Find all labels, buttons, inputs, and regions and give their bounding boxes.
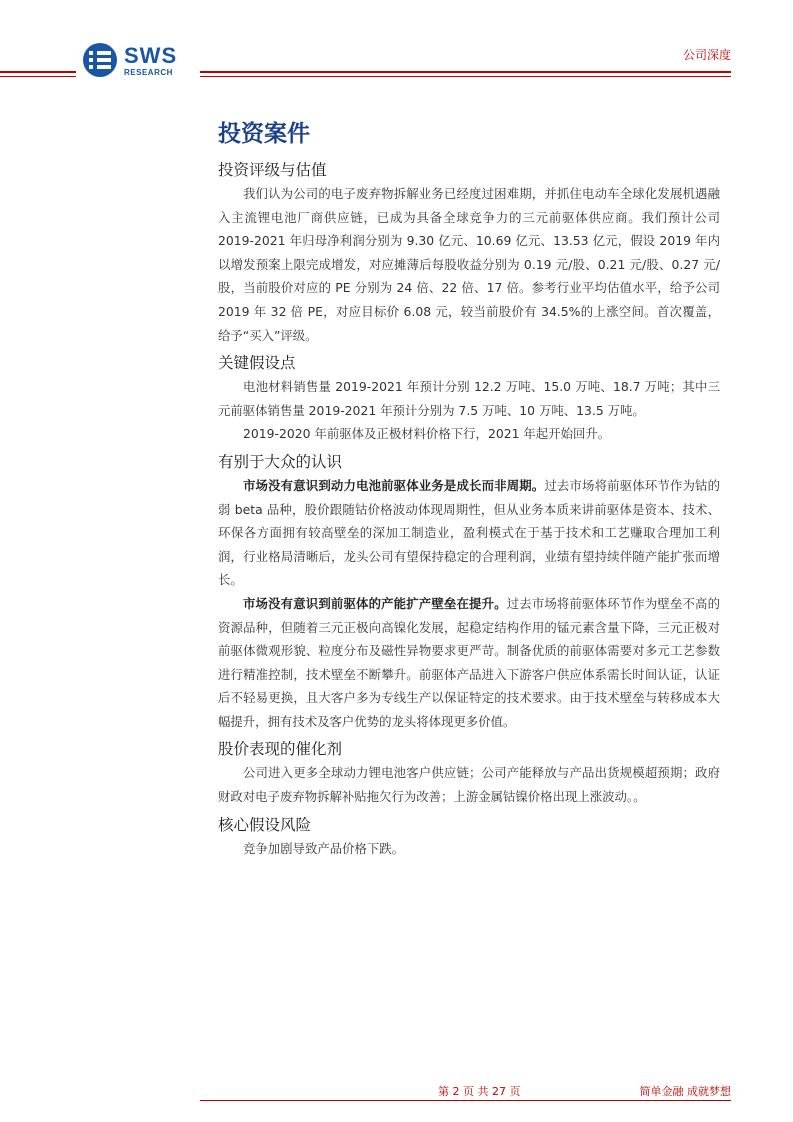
sws-logo [82, 42, 192, 82]
logo-subtext: RESEARCH [124, 68, 173, 77]
header-rule-right [200, 71, 731, 73]
sws-logo-mark-icon [82, 42, 118, 78]
paragraph-text: 竞争加剧导致产品价格下跌。 [243, 840, 405, 856]
body-paragraph [218, 375, 720, 422]
paragraph-text: 过去市场将前驱体环节作为壁垒不高的资源品种，但随着三元正极向高镍化发展，起稳定结构作用的锰元素含量下降，三元正极对前驱体微观形貌、粒度分布及磁性异物要求更严苛。制备优质的前驱体需要对多元工艺参数进行精准控制，技术壁垒不断攀升。前驱体产品进入下游客户供应体系需长时间认证，认证后不轻易更换，且大客户多为专线生产以保证特定的技术要求。由于技术壁垒与转移成本大幅提升，拥有技术及客户优势的龙头将体现更多价值。 [218, 595, 721, 729]
paragraph-text: 过去市场将前驱体环节作为钴的弱 beta 品种，股价跟随钴价格波动体现周期性，但从业务本质来讲前驱体是资本、技术、环保各方面拥有较高壁垒的深加工制造业，盈利模式在于基于技术和工艺赚取合理加工利润，行业格局清晰后，龙头公司有望保持稳定的合理利润，业绩有望持续伴随产能扩张而增长。 [218, 477, 721, 588]
section-tag: 公司深度 [682, 48, 731, 62]
footer-slogan: 简单金融 成就梦想 [639, 1085, 731, 1098]
body-paragraph [218, 474, 720, 592]
header-rule-left [0, 71, 76, 73]
section-heading: 关键假设点 [218, 354, 296, 373]
page-number: 第 2 页 共 27 页 [438, 1085, 521, 1098]
paragraph-text: 电池材料销售量 2019-2021 年预计分别 12.2 万吨、15.0 万吨、18.7 万吨；其中三元前驱体销售量 2019-2021 年预计分别为 7.5 万吨、10 万吨、13.5 万吨。 [218, 379, 720, 418]
report-body [218, 118, 720, 860]
body-paragraph [218, 422, 720, 446]
header-rule-left-thin [0, 76, 76, 77]
footer-rule [200, 1100, 731, 1101]
section-heading: 核心假设风险 [218, 815, 312, 834]
page-title: 投资案件 [218, 121, 310, 147]
body-paragraph [218, 592, 720, 734]
section-heading: 股价表现的催化剂 [218, 740, 343, 759]
section-heading: 投资评级与估值 [218, 161, 327, 179]
body-paragraph [218, 837, 720, 861]
paragraph-text: 2019-2020 年前驱体及正极材料价格下行，2021 年起开始回升。 [243, 426, 611, 442]
paragraph-text: 我们认为公司的电子废弃物拆解业务已经度过困难期，并抓住电动车全球化发展机遇融入主流锂电池厂商供应链，已成为具备全球竞争力的三元前驱体供应商。我们预计公司 2019-2021 年归母净利润分别为 9.30 亿元、10.69 亿元、13.53 亿元，假设 2019 年内以增发预案上限完成增发，对应摊薄后每股收益分别为 0.19 元/股、0.21 元/股、0.27 元/股，当前股价对应的 PE 分别为 24 倍、22 倍、17 倍。参考行业平均估值水平，给予公司 2019 年 32 倍 PE，对应目标价 6.08 元，较当前股价有 34.5%的上涨空间。首次覆盖，给予“买入”评级。 [218, 186, 720, 343]
header-rule-right-thin [200, 76, 731, 77]
paragraph-text: 公司进入更多全球动力锂电池客户供应链；公司产能释放与产品出货规模超预期；政府财政对电子废弃物拆解补贴拖欠行为改善；上游金属钴镍价格出现上涨波动。。 [218, 765, 720, 805]
body-paragraph [218, 182, 720, 347]
logo-text: SWS [124, 43, 178, 68]
sections-container [218, 158, 720, 860]
paragraph-lead: 市场没有意识到前驱体的产能扩产壁垒在提升。 [243, 595, 507, 611]
paragraph-lead: 市场没有意识到动力电池前驱体业务是成长而非周期。 [243, 477, 545, 493]
body-paragraph [218, 761, 720, 808]
section-heading: 有别于大众的认识 [218, 452, 343, 471]
